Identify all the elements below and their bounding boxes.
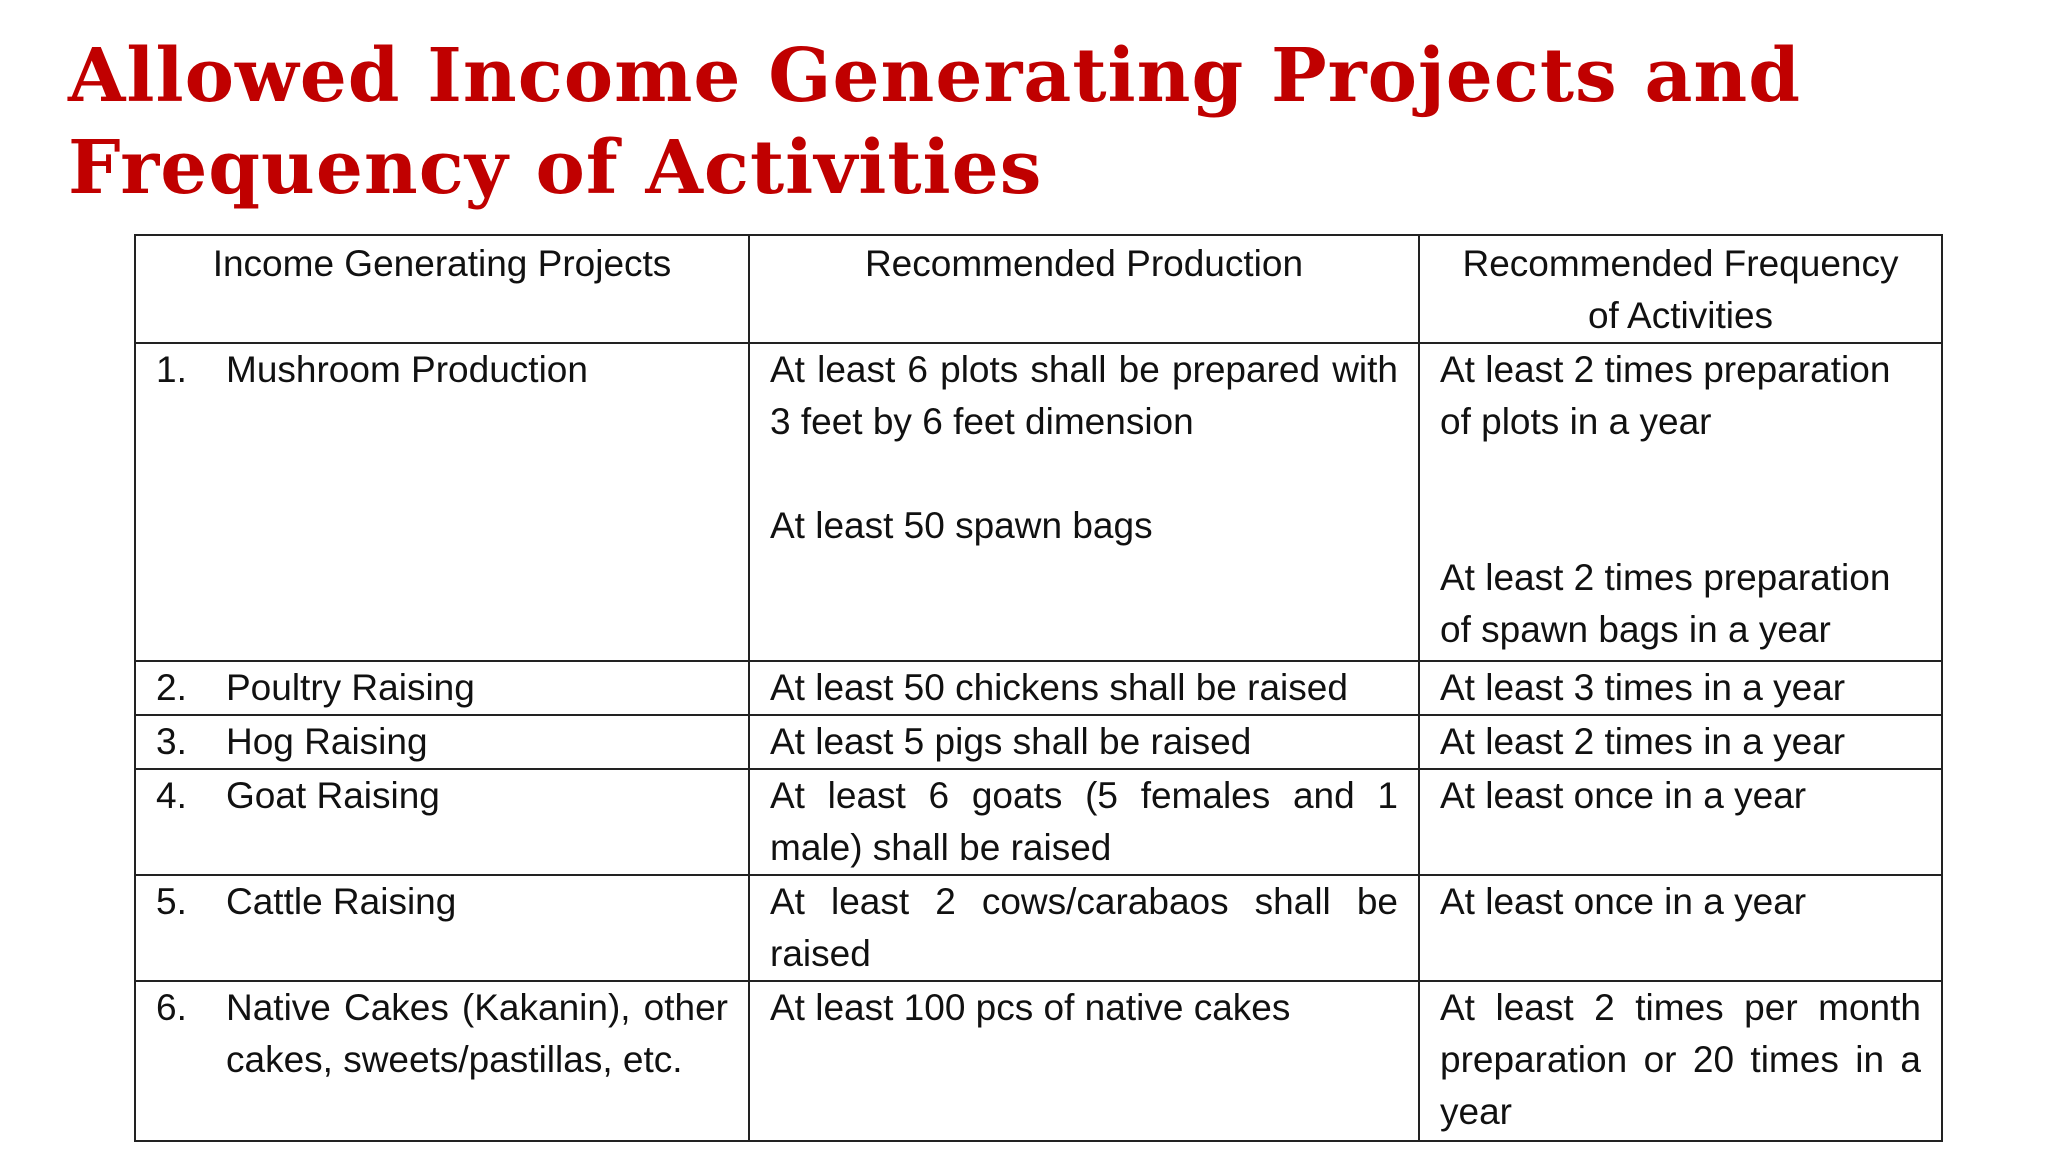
project-name: Poultry Raising [226,667,475,708]
projects-table [134,234,1943,1142]
production-cell [749,343,1419,661]
production-text: At least 50 spawn bags [770,505,1153,546]
title-line-2: Frequency of Activities [68,125,1043,211]
production-cell: At least 2 cows/carabaos shall be raised [749,875,1419,981]
project-name: Native Cakes (Kakanin), other cakes, sweets/pastillas, etc. [226,987,728,1080]
table-row [135,769,1942,875]
title-line-1: Allowed Income Generating Projects and [68,33,1801,119]
table-row [135,343,1942,661]
project-cell [135,875,749,981]
header-production: Recommended Production [749,235,1419,343]
production-cell: At least 5 pigs shall be raised [749,715,1419,769]
header-frequency [1419,235,1942,343]
project-number: 4. [156,775,187,816]
project-name: Cattle Raising [226,881,457,922]
project-cell [135,661,749,715]
project-cell [135,715,749,769]
table-row [135,981,1942,1141]
project-number: 2. [156,667,187,708]
project-cell [135,769,749,875]
production-text: At least 6 plots shall be prepared with 3 feet by 6 feet dimension [770,349,1398,442]
frequency-cell: At least 2 times in a year [1419,715,1942,769]
production-cell: At least 50 chickens shall be raised [749,661,1419,715]
project-number: 5. [156,881,187,922]
header-frequency-line-2: of Activities [1587,295,1774,336]
project-cell [135,981,749,1141]
project-name: Goat Raising [226,775,440,816]
page-title [68,30,1868,214]
table-row [135,661,1942,715]
production-cell: At least 100 pcs of native cakes [749,981,1419,1141]
project-number: 3. [156,721,187,762]
project-number: 6. [156,987,187,1028]
frequency-text: At least 2 times preparation of plots in a year [1440,349,1891,442]
production-cell: At least 6 goats (5 females and 1 male) shall be raised [749,769,1419,875]
project-number: 1. [156,349,187,390]
frequency-cell: At least 3 times in a year [1419,661,1942,715]
table-row [135,715,1942,769]
table-header-row [135,235,1942,343]
frequency-cell [1419,343,1942,661]
project-name: Mushroom Production [226,349,588,390]
project-cell [135,343,749,661]
header-projects: Income Generating Projects [135,235,749,343]
table-row [135,875,1942,981]
frequency-cell: At least 2 times per month preparation or 20 times in a year [1419,981,1942,1141]
frequency-cell: At least once in a year [1419,875,1942,981]
frequency-cell: At least once in a year [1419,769,1942,875]
header-frequency-line-1: Recommended Frequency [1462,243,1899,284]
project-name: Hog Raising [226,721,428,762]
frequency-text: At least 2 times preparation of spawn bags in a year [1440,557,1891,650]
